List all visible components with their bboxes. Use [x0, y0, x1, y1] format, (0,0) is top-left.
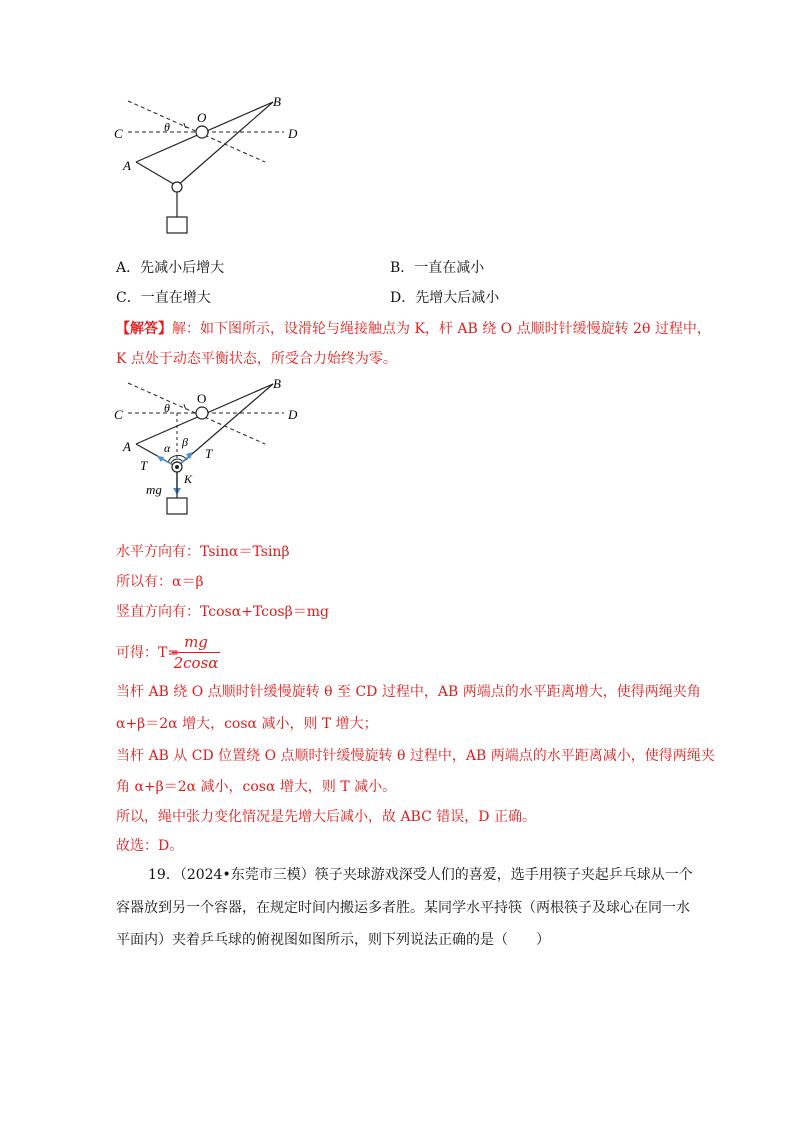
- label-beta: β: [182, 435, 188, 449]
- label-theta-2: θ: [164, 401, 170, 415]
- option-a: A．先减小后增大: [116, 260, 225, 276]
- label-d-2: D: [288, 407, 298, 422]
- pivot-o: [196, 126, 208, 138]
- label-t-right: T: [205, 446, 213, 461]
- analysis-p2-line1: 当杆 AB 从 CD 位置绕 O 点顺时针缓慢旋转 θ 过程中，AB 两端点的水平距离减小，使得两绳夹: [116, 748, 715, 764]
- analysis-p1-line1: 当杆 AB 绕 O 点顺时针缓慢旋转 θ 至 CD 过程中，AB 两端点的水平距离增大，使得两绳夹角: [116, 684, 701, 700]
- figure-1-diagram: [110, 88, 320, 238]
- analysis-conclusion: 所以，绳中张力变化情况是先增大后减小，故 ABC 错误，D 正确。: [116, 809, 536, 825]
- eq-horizontal: 水平方向有：Tsinα＝Tsinβ: [116, 544, 290, 560]
- analysis-p2-line2: 角 α+β＝2α 减小，cosα 增大，则 T 减小。: [116, 779, 397, 795]
- eq-result-fraction: [172, 633, 220, 672]
- question-19-line1: 19．（2024•东莞市三模）筷子夹球游戏深受人们的喜爱，选手用筷子夹起乒乓球从一个: [148, 867, 693, 883]
- question-19-line2: 容器放到另一个容器，在规定时间内搬运多者胜。某同学水平持筷（两根筷子及球心在同一水: [116, 900, 690, 916]
- pulley: [172, 182, 182, 192]
- theta-arc-2: [184, 404, 186, 409]
- label-b: B: [273, 94, 281, 109]
- label-o-2: O: [197, 391, 207, 406]
- label-c-2: C: [114, 407, 123, 422]
- eq-so: 所以有：α＝β: [116, 574, 204, 590]
- option-d: D．先增大后减小: [390, 290, 500, 306]
- label-o: O: [197, 110, 207, 125]
- answer-tag: 【解答】: [116, 321, 172, 337]
- label-mg: mg: [146, 482, 162, 497]
- label-b-2: B: [273, 376, 281, 391]
- analysis-choice: 故选：D。: [116, 838, 184, 854]
- weight-block-2: [167, 498, 187, 514]
- label-a-2: A: [123, 439, 131, 454]
- answer-line-1: [116, 318, 711, 338]
- label-alpha: α: [164, 441, 171, 455]
- fraction-bar: [172, 652, 220, 653]
- rope-k-b: [177, 102, 273, 186]
- label-t-left: T: [140, 458, 148, 473]
- option-c: C．一直在增大: [116, 290, 211, 306]
- label-theta: θ: [164, 120, 170, 134]
- rope-a-k: [136, 162, 177, 186]
- fraction-numerator: mg: [184, 633, 208, 651]
- option-b: B．一直在减小: [390, 260, 485, 276]
- label-k: K: [184, 472, 193, 486]
- answer-line-2: K 点处于动态平衡状态，所受合力始终为零。: [116, 351, 397, 367]
- eq-vertical: 竖直方向有：Tcosα+Tcosβ＝mg: [116, 604, 329, 620]
- weight-block: [167, 217, 187, 233]
- pulley-k-center: [175, 465, 179, 469]
- pivot-o-2: [196, 407, 208, 419]
- label-c: C: [114, 126, 123, 141]
- answer-text-1: 解：如下图所示，设滑轮与绳接触点为 K，杆 AB 绕 O 点顺时针缓慢旋转 2θ 过程中，: [172, 321, 711, 337]
- fraction-denominator: 2cosα: [173, 654, 219, 672]
- eq-result-prefix: 可得：T=: [116, 645, 180, 661]
- theta-arc: [184, 123, 186, 128]
- label-d: D: [288, 126, 298, 141]
- label-a: A: [123, 158, 131, 173]
- figure-2-diagram: [110, 370, 320, 520]
- analysis-p1-line2: α+β＝2α 增大，cosα 减小，则 T 增大；: [116, 716, 378, 732]
- question-19-line3: 平面内）夹着乒乓球的俯视图如图所示，则下列说法正确的是（ ）: [116, 932, 550, 948]
